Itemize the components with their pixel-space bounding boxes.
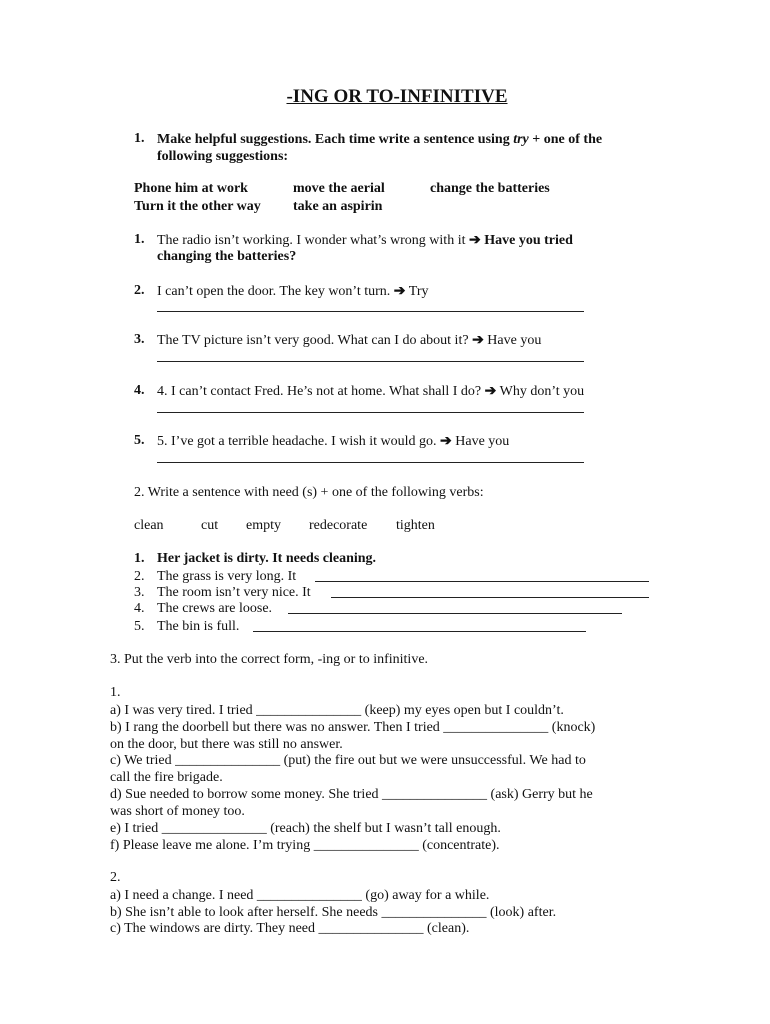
s3-g1-line-d: d) Sue needed to borrow some money. She tried _______________ (ask) Gerry but he [110, 787, 593, 802]
s3-g1-line-c: c) We tried _______________ (put) the fire out but we were unsuccessful. We had to [110, 753, 586, 768]
s2-item3-answer-line[interactable] [331, 597, 649, 598]
section3-group2-label: 2. [110, 870, 121, 885]
s3-g1-line-b2: on the door, but there was still no answer. [110, 737, 343, 752]
s3-g1-line-d2: was short of money too. [110, 804, 245, 819]
s2-item2-number: 2. [134, 569, 145, 584]
s3-g1-line-e: e) I tried _______________ (reach) the shelf but I wasn’t tall enough. [110, 821, 501, 836]
option-take-aspirin: take an aspirin [293, 199, 383, 214]
s2-item2-text: The grass is very long. It [157, 569, 297, 584]
s3-g2-line-b: b) She isn’t able to look after herself. She needs _______________ (look) after. [110, 905, 557, 920]
s2-item3-text: The room isn’t very nice. It [157, 585, 311, 600]
section2-instruction: 2. Write a sentence with need (s) + one of the following verbs: [134, 485, 484, 500]
item2-text: I can’t open the door. The key won’t turn. ➔ Try [157, 284, 429, 299]
verb-clean: clean [134, 518, 164, 533]
item4-number: 4. [134, 383, 145, 398]
option-move-aerial: move the aerial [293, 181, 385, 196]
item3-answer-line[interactable] [157, 361, 584, 362]
s2-item1-text: Her jacket is dirty. It needs cleaning. [157, 551, 377, 566]
verb-redecorate: redecorate [309, 518, 368, 533]
item3-text: The TV picture isn’t very good. What can I do about it? ➔ Have you [157, 333, 542, 348]
item2-number: 2. [134, 283, 145, 298]
option-change-batteries: change the batteries [430, 181, 550, 196]
s2-item2-answer-line[interactable] [315, 581, 649, 582]
s2-item5-answer-line[interactable] [253, 631, 586, 632]
section1-number: 1. [134, 131, 145, 146]
item5-answer-line[interactable] [157, 462, 584, 463]
item3-number: 3. [134, 332, 145, 347]
item2-answer-line[interactable] [157, 311, 584, 312]
item4-text: 4. I can’t contact Fred. He’s not at home. What shall I do? ➔ Why don’t you [157, 384, 585, 399]
s3-g1-line-a: a) I was very tired. I tried _______________ (keep) my eyes open but I couldn’t. [110, 703, 564, 718]
item1-answer-line2: changing the batteries? [157, 249, 297, 264]
option-phone-him: Phone him at work [134, 181, 248, 196]
s3-g2-line-a: a) I need a change. I need _______________ (go) away for a while. [110, 888, 490, 903]
s2-item3-number: 3. [134, 585, 145, 600]
s3-g1-line-f: f) Please leave me alone. I’m trying _______________ (concentrate). [110, 838, 500, 853]
arrow-icon: ➔ [440, 434, 452, 449]
s3-g1-line-c2: call the fire brigade. [110, 770, 223, 785]
arrow-icon: ➔ [468, 233, 481, 248]
verb-cut: cut [201, 518, 219, 533]
s2-item1-number: 1. [134, 551, 145, 566]
item5-number: 5. [134, 433, 145, 448]
page-title: -ING OR TO-INFINITIVE [286, 86, 508, 107]
item4-answer-line[interactable] [157, 412, 584, 413]
option-turn-it: Turn it the other way [134, 199, 261, 214]
section3-group1-label: 1. [110, 685, 121, 700]
item1-number: 1. [134, 232, 145, 247]
s3-g2-line-c: c) The windows are dirty. They need _______________ (clean). [110, 921, 470, 936]
section3-instruction: 3. Put the verb into the correct form, -ing or to infinitive. [110, 652, 429, 667]
s2-item4-number: 4. [134, 601, 145, 616]
arrow-icon: ➔ [484, 384, 497, 399]
item1-text: The radio isn’t working. I wonder what’s wrong with it ➔ Have you tried [157, 233, 573, 248]
s2-item5-text: The bin is full. [157, 619, 240, 634]
arrow-icon: ➔ [472, 333, 484, 348]
s2-item4-answer-line[interactable] [288, 613, 622, 614]
s3-g1-line-b: b) I rang the doorbell but there was no answer. Then I tried _______________ (knock) [110, 720, 596, 735]
verb-tighten: tighten [396, 518, 435, 533]
item5-text: 5. I’ve got a terrible headache. I wish it would go. ➔ Have you [157, 434, 510, 449]
verb-empty: empty [246, 518, 281, 533]
arrow-icon: ➔ [393, 284, 406, 299]
s2-item5-number: 5. [134, 619, 145, 634]
s2-item4-text: The crews are loose. [157, 601, 273, 616]
section1-instruction-line2: following suggestions: [157, 149, 289, 164]
section1-instruction-line1: Make helpful suggestions. Each time write a sentence using try + one of the [157, 132, 603, 147]
